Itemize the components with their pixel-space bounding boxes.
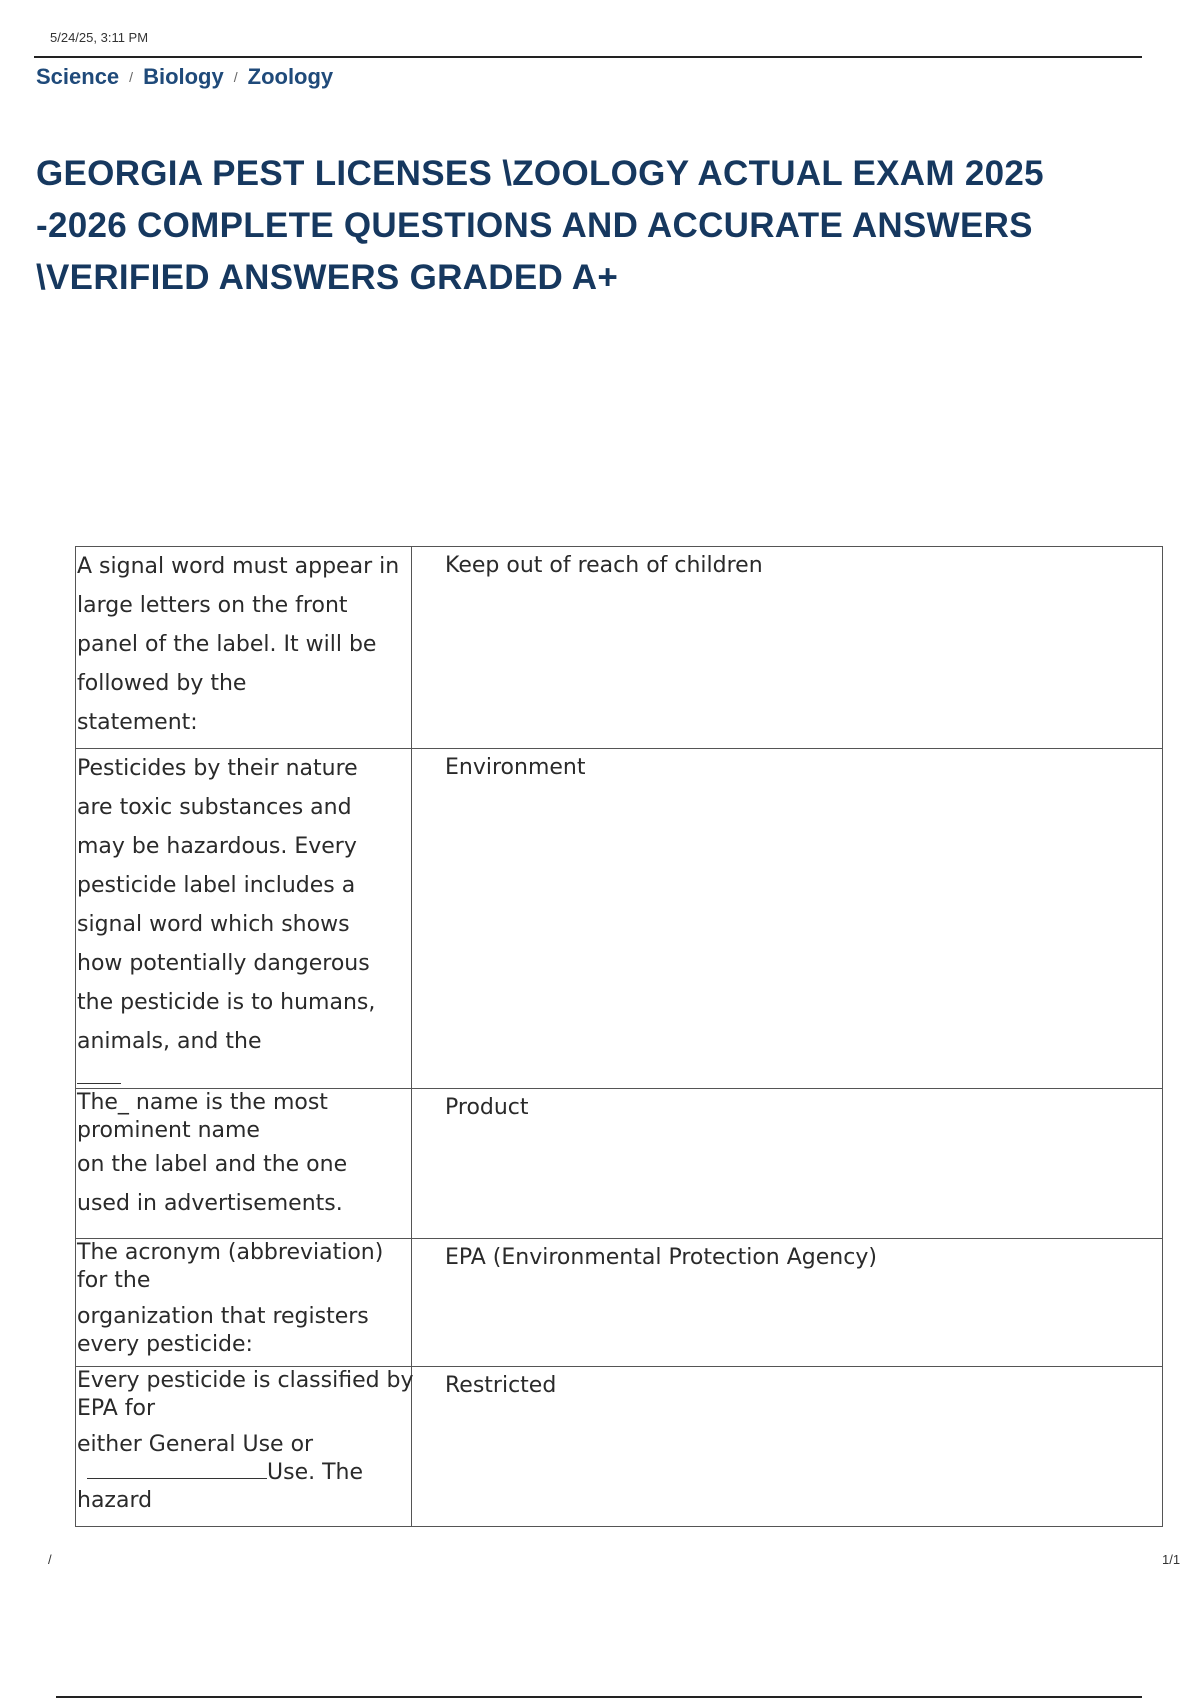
answer-text: Restricted — [445, 1373, 557, 1398]
question-text: prominent name — [77, 1118, 260, 1143]
question-text: Pesticides by their nature — [77, 756, 358, 781]
print-timestamp: 5/24/25, 3:11 PM — [50, 30, 149, 45]
question-text: Use. The — [267, 1460, 364, 1485]
question-text: hazard — [77, 1488, 153, 1513]
question-cell — [76, 1367, 412, 1527]
fill-in-blank — [87, 1460, 267, 1479]
answer-cell — [412, 547, 1163, 749]
footer-mark: / — [48, 1552, 52, 1567]
breadcrumb-item-science[interactable]: Science — [36, 64, 120, 89]
answer-cell — [412, 1367, 1163, 1527]
question-text: A signal word must appear in — [77, 554, 400, 579]
question-text: every pesticide: — [77, 1332, 253, 1357]
breadcrumb — [36, 64, 333, 90]
question-text: Every pesticide is classified by — [77, 1368, 414, 1393]
breadcrumb-item-zoology[interactable]: Zoology — [247, 64, 334, 89]
question-text: on the label and the one — [77, 1152, 348, 1177]
header-divider — [34, 56, 1142, 58]
table-row — [76, 547, 1163, 749]
question-text: used in advertisements. — [77, 1191, 343, 1216]
question-text-group — [77, 1367, 414, 1423]
table-row — [76, 1089, 1163, 1239]
answer-cell — [412, 1239, 1163, 1367]
question-text-group — [77, 1089, 411, 1145]
question-text: The acronym (abbreviation) — [77, 1240, 384, 1265]
question-text-with-blank — [77, 1459, 411, 1487]
question-text: large letters on the front — [77, 593, 348, 618]
qa-table — [75, 546, 1163, 1527]
breadcrumb-item-biology[interactable]: Biology — [143, 64, 224, 89]
question-text: may be hazardous. Every — [77, 834, 357, 859]
breadcrumb-separator: / — [233, 69, 238, 85]
question-text: signal word which shows — [77, 912, 350, 937]
question-cell — [76, 749, 412, 1089]
question-text: pesticide label includes a — [77, 873, 356, 898]
question-text: animals, and the — [77, 1029, 262, 1054]
question-text: The_ name is the most — [77, 1090, 328, 1115]
table-row — [76, 749, 1163, 1089]
title-line: -2026 COMPLETE QUESTIONS AND ACCURATE ANSWERS — [36, 206, 1033, 245]
question-cell — [76, 1239, 412, 1367]
question-text: are toxic substances and — [77, 795, 352, 820]
document-title — [36, 148, 1186, 304]
question-text: statement: — [77, 710, 198, 735]
question-text: how potentially dangerous — [77, 951, 370, 976]
question-text-group — [77, 1239, 411, 1295]
question-cell — [76, 547, 412, 749]
answer-cell — [412, 749, 1163, 1089]
answer-text: Product — [445, 1095, 529, 1120]
breadcrumb-separator: / — [129, 69, 134, 85]
question-text: for the — [77, 1268, 151, 1293]
fill-in-blank — [77, 1061, 121, 1084]
question-text: followed by the — [77, 671, 247, 696]
answer-text: EPA (Environmental Protection Agency) — [445, 1245, 877, 1270]
answer-text: Environment — [445, 755, 586, 780]
answer-cell — [412, 1089, 1163, 1239]
table-row — [76, 1239, 1163, 1367]
table-row — [76, 1367, 1163, 1527]
question-text-group — [77, 1431, 411, 1515]
answer-text: Keep out of reach of children — [445, 553, 763, 578]
footer-divider — [56, 1696, 1142, 1698]
title-line: GEORGIA PEST LICENSES \ZOOLOGY ACTUAL EXAM 2025 — [36, 154, 1044, 193]
question-text: EPA for — [77, 1396, 156, 1421]
question-cell — [76, 1089, 412, 1239]
page-indicator: 1/1 — [1162, 1552, 1181, 1567]
question-text-group — [77, 1303, 411, 1359]
question-text: organization that registers — [77, 1304, 369, 1329]
question-text: either General Use or — [77, 1432, 314, 1457]
question-text: the pesticide is to humans, — [77, 990, 376, 1015]
title-line: \VERIFIED ANSWERS GRADED A+ — [36, 258, 619, 297]
question-text: panel of the label. It will be — [77, 632, 377, 657]
